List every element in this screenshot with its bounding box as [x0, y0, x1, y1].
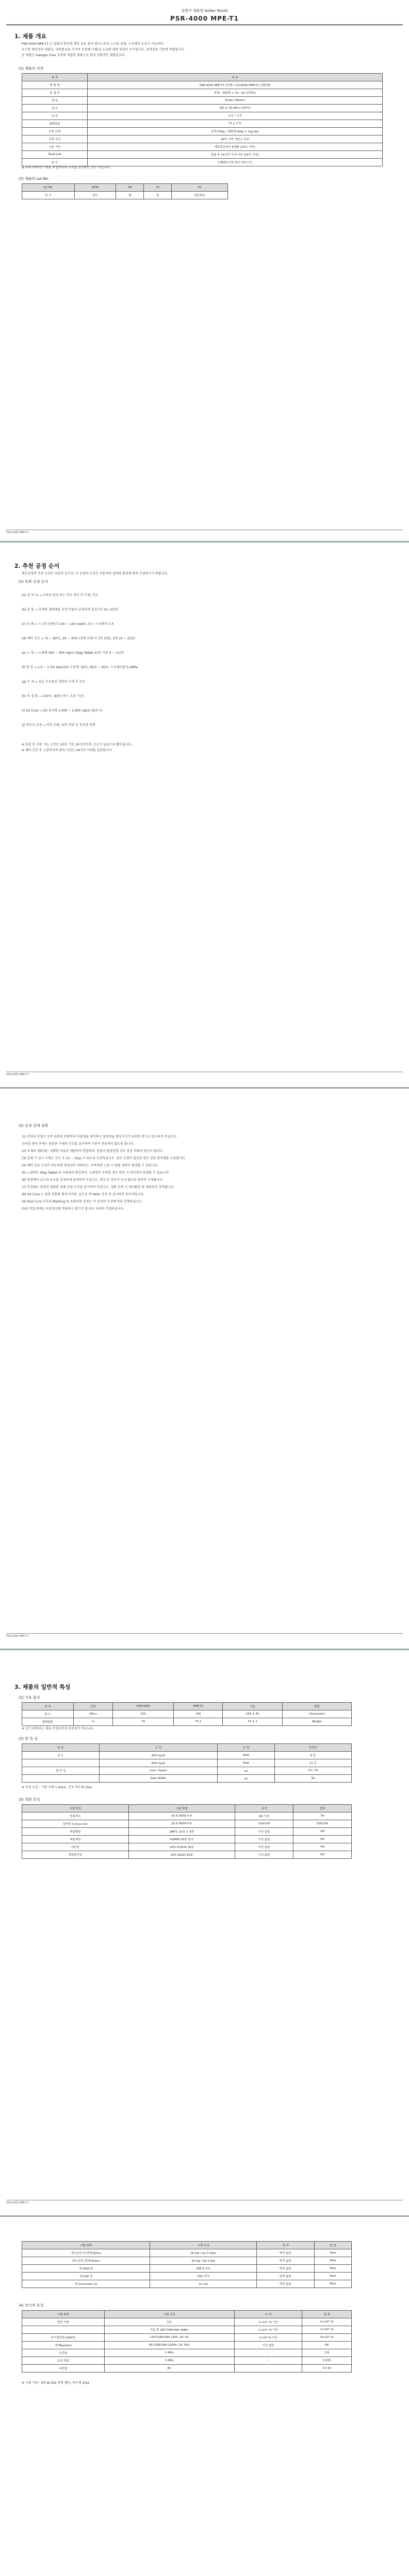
process-detail-list — [22, 1133, 383, 1213]
table-row — [22, 89, 383, 97]
electrical-props-subheading: (4) 전기적 특성 — [19, 2303, 44, 2308]
table-cell: 0.025 — [302, 2357, 352, 2365]
table-cell: 3.5 kV — [302, 2365, 352, 2372]
table-row — [22, 1759, 352, 1767]
process-subheading: (1) 표준 공정 순서 — [19, 580, 48, 584]
table-row — [22, 1820, 352, 1828]
para-line: 우수한 해상성과 내열성, 내약품성을 가지며 무전해 니켈/금 도금에 대한 내성이 우수합니다. 표면실장 기판에 적합합니다. — [22, 48, 185, 52]
table-header-cell: 항 목 — [22, 1744, 100, 1752]
table-cell: 3×10¹² Ω — [302, 2326, 352, 2334]
table-cell: 불휘발분 — [22, 120, 88, 128]
table-cell: 혼 합 비 — [22, 89, 88, 97]
table-row — [22, 1767, 352, 1775]
table-header-row — [22, 1703, 352, 1710]
table-cell: 1.4 ~ 1.5 — [88, 112, 383, 120]
table-cell: 상온 — [104, 2318, 234, 2326]
optical-props-subheading: (2) 광 특 성 — [19, 1737, 38, 1741]
table-header-cell: 단 위 — [218, 1744, 275, 1752]
page-footer: PSR-4000 MPE-T1 — [6, 2200, 403, 2205]
table-row — [22, 2249, 352, 2257]
table-cell: 박리 없음 — [257, 2280, 315, 2288]
table-row — [22, 1718, 352, 1726]
table-cell: OK — [293, 1851, 352, 1859]
table-cell: OK — [293, 1843, 352, 1851]
table-cell: 100/100 — [293, 1820, 352, 1828]
basic-props-note — [22, 1726, 383, 1732]
table-row — [22, 120, 383, 128]
section-1-paragraph — [22, 41, 383, 58]
note-line: ※ 측정 조건 : 기판 두께 1.6mm, 건조 막두께 20㎛ — [22, 1786, 92, 1789]
process-step: (g) 수 세 → 상온 수돗물로 충분히 수세 후 건조 — [22, 680, 86, 684]
table-cell: 75.2 — [174, 1718, 223, 1726]
table-cell: Viscometer — [282, 1710, 351, 1718]
process-step: (d) 예비 건조 → 75 ~ 80℃, 20 ~ 30분 (양면 인쇄 시 1면 15분, 2면 20 ~ 25분) — [22, 637, 136, 640]
table-cell: 박리 없음 — [257, 2249, 315, 2257]
table-cell: AC — [104, 2365, 234, 2372]
table-header-cell: 시험 조건 — [150, 2242, 257, 2249]
table-cell: ㎛ — [218, 1767, 275, 1775]
table-header-row — [22, 1744, 352, 1752]
table-header-cell: 규격 — [235, 1805, 293, 1812]
table-header-cell: 내 용 — [88, 74, 383, 81]
table-row — [22, 151, 383, 159]
process-detail-subheading: (2) 공정 상세 설명 — [19, 1124, 48, 1128]
list-item: (1) 전처리 공정은 동박 표면의 산화막과 이물질을 제거하고 밀착력을 향상시키기 위하여 반드시 실시하여 주십시오. — [22, 1135, 177, 1139]
table-cell: 일련번호 — [172, 192, 228, 199]
page-footer: PSR-4000 MPE-T1 — [6, 1633, 403, 1638]
table-header-cell: MPE-T1 — [174, 1703, 223, 1710]
table-header-cell: 시험 조건 — [104, 2311, 234, 2318]
table-cell: Sn 1㎛ — [150, 2280, 257, 2288]
table-cell: Pass — [314, 2249, 351, 2257]
page-divider — [0, 541, 409, 543]
table-cell: 해 상 성 — [22, 1767, 100, 1775]
table-row — [22, 2280, 352, 2288]
table-header-cell: 결 과 — [302, 2311, 352, 2318]
table-row — [22, 2265, 352, 2273]
table-header-row — [22, 2311, 352, 2318]
table-cell: 유전율 — [22, 2349, 105, 2357]
section-2-intro — [22, 571, 383, 577]
table-header-cell: PSR-4000 — [113, 1703, 174, 1710]
table-cell: 내용제성 — [22, 1836, 129, 1843]
table-row — [22, 1836, 352, 1843]
table-header-cell: 시험 방법 — [128, 1805, 235, 1812]
table-header-cell: Lot No. — [22, 184, 75, 192]
table-cell: 130℃/85%RH 100h, DC 5V — [104, 2334, 234, 2342]
table-row — [22, 2326, 352, 2334]
table-cell: 혼합 후 24시간 이내 사용 (20℃ 기준) — [88, 151, 383, 159]
process-step: (b) 혼 합 → 주제와 경화제를 규정 비율로 균일하게 혼합 (약 10~15분) — [22, 608, 118, 612]
table-cell: 400 mJ/㎠ — [99, 1752, 218, 1759]
section-2-heading: 2. 추천 공정 순서 — [14, 563, 60, 569]
table-cell: 내 HASL성 — [22, 2265, 150, 2273]
table-cell: 인쇄회로기판 솔더 레지스트 — [88, 159, 383, 166]
table-header-row — [22, 74, 383, 81]
table-cell: 점 도 — [22, 105, 88, 112]
table-cell: 9 단 — [274, 1752, 351, 1759]
list-item: (5) 노광량은 Step Tablet 을 사용하여 확인하며, 노광량이 부족할 경우 현상 시 언더컷이 발생할 수 있습니다. — [22, 1171, 170, 1175]
doc-subtitle: 설명서 제품명 Solder Resist — [181, 9, 228, 13]
list-item: (7) 후경화는 충분한 경화를 위해 규정 조건을 준수하여 주십시오. 경화 부족 시 내약품성 및 내열성이 저하됩니다. — [22, 1185, 174, 1189]
page-3 — [6, 1092, 403, 1643]
table-cell: 6H 이상 — [235, 1812, 293, 1820]
table-cell: 150 — [113, 1710, 174, 1718]
table-cell: 내도금성 (전해 Ni/Au) — [22, 2257, 150, 2265]
table-cell: OK — [293, 1836, 352, 1843]
table-header-cell: 조 건 — [99, 1744, 218, 1752]
table-cell — [22, 2326, 105, 2334]
table-cell: Ni 5㎛ / Au 0.5㎛ — [150, 2257, 257, 2265]
table-cell: 사용 기간 — [22, 143, 88, 151]
table-row — [22, 128, 383, 135]
page-1 — [6, 5, 403, 536]
table-header-cell: 04 — [116, 184, 144, 192]
table-header-row — [22, 2242, 352, 2249]
lot-table — [22, 183, 228, 199]
basic-props-subheading: (1) 기초 물성 — [19, 1696, 40, 1700]
list-item: (8) UV Cure 는 표면 경화를 향상시키며, 금도금 및 HASL 공정 전 실시하면 효과적입니다. — [22, 1193, 144, 1196]
table-cell: 75 ± 2 % — [88, 120, 383, 128]
table-cell: % — [73, 1718, 112, 1726]
page-divider — [0, 1087, 409, 1089]
process-step: (a) 전 처 리 → 브러쉬 연마 또는 버프 연마 후 수세, 건조 — [22, 594, 99, 597]
table-cell: 150 ± 30 dPa·s (25℃) — [88, 105, 383, 112]
table-header-cell: 판 정 — [314, 2242, 351, 2249]
table-header-cell: 시험 항목 — [22, 2311, 105, 2318]
table-row — [22, 2334, 352, 2342]
process-step: (j) 마무리 공정 → 마킹 인쇄, 표면 처리 등 후공정 진행 — [22, 723, 95, 727]
table-cell: 150 ± 30 — [223, 1710, 282, 1718]
table-cell: PSR-4000 MPE-T1 (주제) / CA-4000 MPE-T1 (경화제) — [88, 81, 383, 89]
table-cell: 1 MHz — [104, 2349, 234, 2357]
table-cell: 288℃ 10초 × 3회 — [128, 1828, 235, 1836]
table-cell: 내도금성 (무전해 Ni/Au) — [22, 2249, 150, 2257]
table-cell: 제조일로부터 6개월 (20℃ 이하) — [88, 143, 383, 151]
table-cell: 265℃ 5초 — [150, 2265, 257, 2273]
table-cell: 밀착성 (Cross-cut) — [22, 1820, 129, 1828]
table-cell: 100/100 — [235, 1820, 293, 1828]
table-cell: - — [234, 2357, 302, 2365]
table-row — [22, 97, 383, 105]
para-line: PSR-4000 MPE-T1 은 알칼리 현상형 액상 포토 솔더 레지스트로 스크린 인쇄, 스프레이 도포가 가능하며 — [22, 42, 163, 46]
page-2 — [6, 546, 403, 1082]
table-cell: 박리 없음 — [257, 2257, 315, 2265]
list-item: (4) 예비 건조 조건이 과도하면 현상성이 저하되고, 부족하면 노광 시 필름 접착이 발생할 수 있습니다. — [22, 1164, 159, 1167]
para-line: 본 제품은 Halogen Free 규격에 적합한 제품으로 환경 친화적인 제품입니다. — [22, 54, 126, 57]
table-cell: 5×10¹³ Ω — [302, 2318, 352, 2326]
table-row — [22, 1812, 352, 1820]
table-cell: 이상 없음 — [235, 1851, 293, 1859]
table-cell: Weight — [282, 1718, 351, 1726]
table-cell: 색 상 — [22, 97, 88, 105]
table-header-cell: 항 목 — [22, 74, 88, 81]
process-step: (i) UV Cure → UV 조사량 1,000 ~ 2,000 mJ/㎠ (필요시) — [22, 709, 102, 713]
process-notes — [22, 742, 383, 753]
table-cell: 10% NaOH 30분 — [128, 1851, 235, 1859]
process-step: (h) 후 경 화 → 150℃, 60분 (박스 오븐 기준) — [22, 694, 85, 698]
table-cell: 감 도 — [22, 1752, 100, 1759]
table-cell: 내전압 — [22, 2365, 105, 2372]
table-cell: 연필경도 — [22, 1812, 129, 1820]
table-cell: - — [234, 2365, 302, 2372]
table-header-cell: 시험 항목 — [22, 1805, 129, 1812]
table-cell: Ni 5㎛ / Au 0.05㎛ — [150, 2249, 257, 2257]
note-line: ※ 혼합 후 사용 가능 시간은 20℃ 기준 24시간이며, 온도가 높을수록 짧아집니다. — [22, 743, 133, 747]
table-row — [22, 192, 228, 199]
table-cell: 연도 — [74, 192, 116, 199]
table-cell: 50 — [274, 1775, 351, 1783]
table-cell: Pass — [314, 2273, 351, 2280]
table-row — [22, 2342, 352, 2349]
table-cell: 표 기 — [22, 192, 75, 199]
process-step: (c) 인 쇄 → 스크린 인쇄 (T-100 ~ 120 mesh), 또는 스프레이 도포 — [22, 622, 114, 626]
table-cell: 가습 후 (85℃/85%RH 168h) — [104, 2326, 234, 2334]
table-cell: OK — [302, 2342, 352, 2349]
table-cell: 저장 조건 — [22, 135, 88, 143]
table-cell: 1×10¹² Ω 이상 — [234, 2318, 302, 2326]
table-cell — [22, 1775, 100, 1783]
table-cell: 이상 없음 — [235, 1828, 293, 1836]
table-cell: 20℃ 이하 냉암소 보관 — [88, 135, 383, 143]
table-cell: 85℃/85%RH 1000h, DC 50V — [104, 2342, 234, 2349]
table-cell: Dam Width — [99, 1775, 218, 1783]
table-cell: PGMEA 30분 침지 — [128, 1836, 235, 1843]
table-row — [22, 143, 383, 151]
table-cell: Step — [218, 1759, 275, 1767]
table-row — [22, 112, 383, 120]
table-header-cell: 측정치 — [274, 1744, 351, 1752]
table-cell: 145 — [174, 1710, 223, 1718]
table-cell: 절연 저항 — [22, 2318, 105, 2326]
table-cell: Step — [218, 1752, 275, 1759]
table-header-cell: 01 — [172, 184, 228, 192]
table-row — [22, 105, 383, 112]
table-cell: Pass — [314, 2257, 351, 2265]
doc-title: PSR-4000 MPE-T1 — [170, 15, 239, 22]
page-header — [6, 8, 403, 26]
table-row — [22, 2365, 352, 2372]
table-cell: 월 — [116, 192, 144, 199]
process-step: (e) 노 광 → 노광량 400 ~ 600 mJ/㎠ (Step Tablet 21단 기준 9 ~ 11단) — [22, 651, 124, 655]
table-cell: 용 도 — [22, 159, 88, 166]
table-row — [22, 2273, 352, 2280]
table-header-cell: 기준 — [223, 1703, 282, 1710]
table-cell: 3.8 — [302, 2349, 352, 2357]
list-item: (2) 주제와 경화제는 정확한 비율로 계량하여 혼합하며, 혼합이 불충분할 경우 물성 저하의 원인이 됩니다. — [22, 1149, 163, 1153]
page-divider — [0, 2215, 409, 2217]
table-row — [22, 1775, 352, 1783]
header-rule — [6, 24, 403, 26]
list-item: (3) 인쇄 시 잉크 두께는 건조 후 15 ~ 25㎛ 가 되도록 조정하십시오. 점도 조정이 필요한 경우 전용 희석제를 사용합니다. — [22, 1157, 186, 1160]
table-header-row — [22, 1805, 352, 1812]
table-header-cell: 방법 — [282, 1703, 351, 1710]
table-cell: JIS K 5600-5-6 — [128, 1820, 235, 1828]
table-cell: 불휘발분 — [22, 1718, 74, 1726]
table-cell: 11 단 — [274, 1759, 351, 1767]
table-cell: 내 Immersion Sn — [22, 2280, 150, 2288]
page-divider — [0, 1649, 409, 1650]
table-cell: OSP 처리 — [150, 2273, 257, 2280]
table-cell: 변색 없음 — [257, 2273, 315, 2280]
table-cell: Shelf Life — [22, 151, 88, 159]
cure-props-subheading: (3) 경화 특성 — [19, 1798, 40, 1802]
page-4 — [6, 1654, 403, 2210]
list-item: (10) 작업 중에는 보호장구를 착용하고 환기가 잘 되는 곳에서 작업하십시오. — [22, 1207, 125, 1211]
table-cell: 1×10¹⁰ Ω 이상 — [234, 2326, 302, 2334]
table-cell: 이상 없음 — [235, 1843, 293, 1851]
table-cell: 75 — [113, 1718, 174, 1726]
table-cell: 내납땜성 — [22, 1828, 129, 1836]
table-cell: 75 ± 2 — [223, 1718, 282, 1726]
electrical-props-note — [22, 2380, 383, 2386]
table-cell: 주제 : 경화제 = 70 : 30 (중량비) — [88, 89, 383, 97]
table-cell: 4×10¹⁰ Ω — [302, 2334, 352, 2342]
spec-subheading: (1) 제품의 성상 — [19, 66, 44, 71]
table-cell — [22, 1759, 100, 1767]
table-header-cell: 규 격 — [234, 2311, 302, 2318]
para-line: 제조공정의 추천 조건은 다음과 같으며, 각 공정의 조건은 사용자의 설비와 환경에 맞게 조정하시기 바랍니다. — [22, 572, 168, 575]
table-row — [22, 81, 383, 89]
cure-props-table — [22, 1804, 352, 1859]
note-line: ※ 시험 기판 : IPC-B-25A 빗형 패턴, 막두께 20㎛ — [22, 2381, 90, 2385]
table-cell: 유전 정접 — [22, 2357, 105, 2365]
table-cell: Green (Matte) — [88, 97, 383, 105]
table-cell: OK — [293, 1828, 352, 1836]
note-line: ※ 위의 데이터는 대표 측정치이며 규격을 보증하는 것은 아닙니다. — [22, 166, 111, 170]
table-cell: 10% H2SO4 30분 — [128, 1843, 235, 1851]
table-cell: 내산성 — [22, 1843, 129, 1851]
page-footer: PSR-4000 MPE-T1 — [6, 1072, 403, 1076]
basic-props-table — [22, 1702, 352, 1726]
table-row — [22, 2357, 352, 2365]
note-line: ※ 예비 건조 후 노광까지의 방치 시간은 24시간 이내를 권장합니다. — [22, 749, 113, 752]
table-cell: 내 OSP 성 — [22, 2273, 150, 2280]
table-header-cell: 결 과 — [257, 2242, 315, 2249]
table-cell: 주제 700g / 경화제 300g = 1kg Set — [88, 128, 383, 135]
page-5 — [6, 2221, 403, 2576]
table-cell: ㎛ — [218, 1775, 275, 1783]
table-header-cell: 결과 — [293, 1805, 352, 1812]
table-cell: 포장 단위 — [22, 128, 88, 135]
table-row — [22, 1710, 352, 1718]
table-row — [22, 2349, 352, 2357]
table-cell: 전기절연성 (HAST) — [22, 2334, 105, 2342]
table-cell: Line / Space — [99, 1767, 218, 1775]
table-row — [22, 1752, 352, 1759]
table-header-cell: 단위 — [73, 1703, 112, 1710]
table-cell: 내알칼리성 — [22, 1851, 129, 1859]
table-cell: Pass — [314, 2280, 351, 2288]
list-item: (6) 현상액의 온도와 농도를 일정하게 관리하여 주십시오. 현상 후 잔사가 남지 않도록 충분히 수세합니다. — [22, 1178, 163, 1182]
table-cell: 내 Migration — [22, 2342, 105, 2349]
table-cell: 75 / 75 — [274, 1767, 351, 1775]
electrical-props-table — [22, 2310, 352, 2372]
table-header-cell: 시험 항목 — [22, 2242, 150, 2249]
section-3-heading: 3. 제품의 일반적 특성 — [14, 1684, 71, 1690]
table-row — [22, 2257, 352, 2265]
table-header-row — [22, 184, 228, 192]
table-cell: 박리 없음 — [257, 2265, 315, 2273]
table-row — [22, 1828, 352, 1836]
note-line: ※ 상기 데이터는 대표 측정치이며 보증치가 아닙니다. — [22, 1727, 94, 1731]
table-cell: 600 mJ/㎠ — [99, 1759, 218, 1767]
table-cell: 점 도 — [22, 1710, 74, 1718]
list-item: (9) Post Cure 이후의 Marking 및 표면처리 공정은 각 공정의 조건에 따라 진행하십시오. — [22, 1200, 143, 1204]
page-footer: PSR-4000 MPE-T1 — [6, 530, 403, 534]
table-cell: 이상 없음 — [235, 1836, 293, 1843]
table-cell: 이상 없음 — [234, 2342, 302, 2349]
table-cell: Pass — [314, 2265, 351, 2273]
table-cell: 1×10⁸ Ω 이상 — [234, 2334, 302, 2342]
spec-table — [22, 73, 383, 166]
table-cell: - — [234, 2349, 302, 2357]
table-header-cell: 2016 — [74, 184, 116, 192]
table-row — [22, 135, 383, 143]
table-cell: 제 품 명 — [22, 81, 88, 89]
process-step: (f) 현 상 → 1.0 ~ 1.5% Na2CO3 수용액, 30℃, 60초 ~ 90초, 스프레이압 0.2MPa — [22, 666, 138, 669]
list-item: 브러쉬 연마 후에는 충분한 수세와 건조를 실시하여 수분이 잔류하지 않도록 합니다. — [22, 1142, 135, 1146]
spec-note — [22, 165, 383, 171]
lot-subheading: (2) 제품의 Lot No. — [19, 177, 50, 181]
table-row — [22, 1843, 352, 1851]
table-cell: dPa·s — [73, 1710, 112, 1718]
table-cell: 비 중 — [22, 112, 88, 120]
process-steps — [22, 588, 383, 733]
section-1-heading: 1. 제품 개요 — [14, 33, 46, 40]
plating-resistance-table — [22, 2241, 352, 2288]
table-row — [22, 2318, 352, 2326]
table-cell: JIS K 5600-5-4 — [128, 1812, 235, 1820]
table-header-cell: 항 목 — [22, 1703, 74, 1710]
optical-props-note — [22, 1785, 383, 1790]
table-header-cell: 15 — [144, 184, 172, 192]
table-cell: 일 — [144, 192, 172, 199]
table-row — [22, 1851, 352, 1859]
table-cell: 1 MHz — [104, 2357, 234, 2365]
table-cell: 7H — [293, 1812, 352, 1820]
optical-props-table — [22, 1743, 352, 1783]
